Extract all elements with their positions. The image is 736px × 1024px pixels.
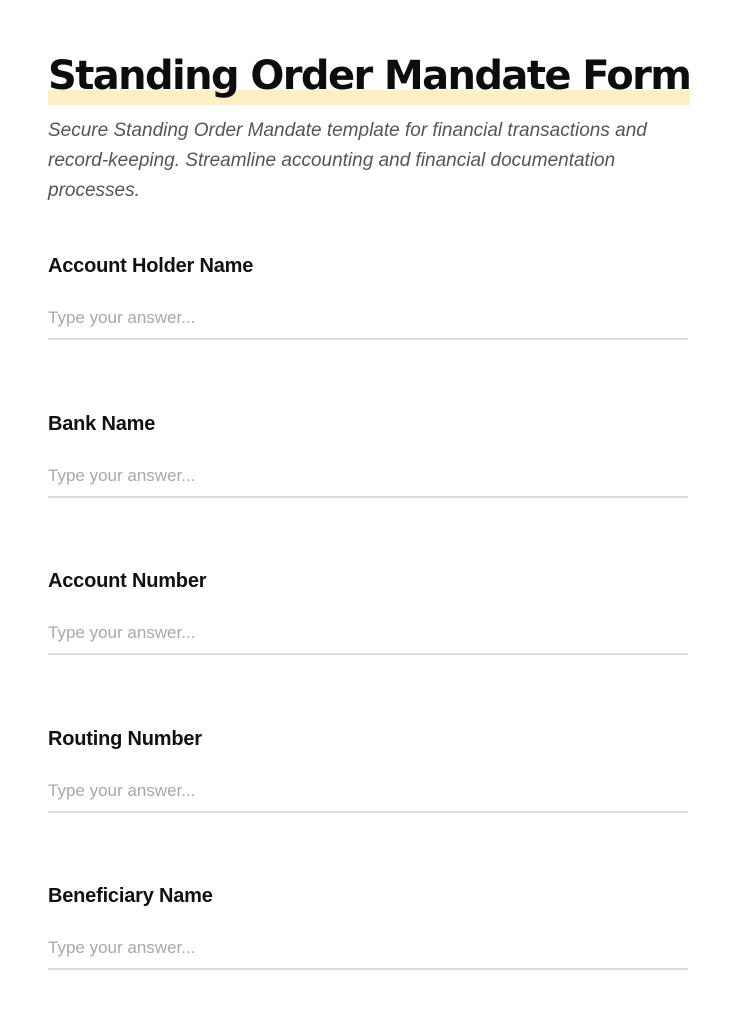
routing-number-input[interactable] (48, 771, 688, 813)
form-title: Standing Order Mandate Form (48, 53, 691, 99)
form-description: Secure Standing Order Mandate template for financial transactions and record-keeping. Streamline accounting and financial documentation processes. (48, 120, 647, 201)
field-label-beneficiary-name: Beneficiary Name (48, 885, 213, 907)
account-number-input[interactable] (48, 613, 688, 655)
field-label-account-holder-name: Account Holder Name (48, 255, 254, 277)
beneficiary-name-input[interactable] (48, 928, 688, 970)
account-holder-name-input[interactable] (48, 298, 688, 340)
field-label-bank-name: Bank Name (48, 413, 156, 435)
field-label-account-number: Account Number (48, 570, 207, 592)
bank-name-input[interactable] (48, 456, 688, 498)
field-label-routing-number: Routing Number (48, 728, 202, 750)
field-account-holder-name (48, 252, 688, 362)
form-title-wrap (48, 52, 690, 100)
field-bank-name (48, 410, 688, 520)
field-account-number (48, 567, 688, 677)
field-routing-number (48, 725, 688, 835)
field-beneficiary-name (48, 882, 688, 992)
